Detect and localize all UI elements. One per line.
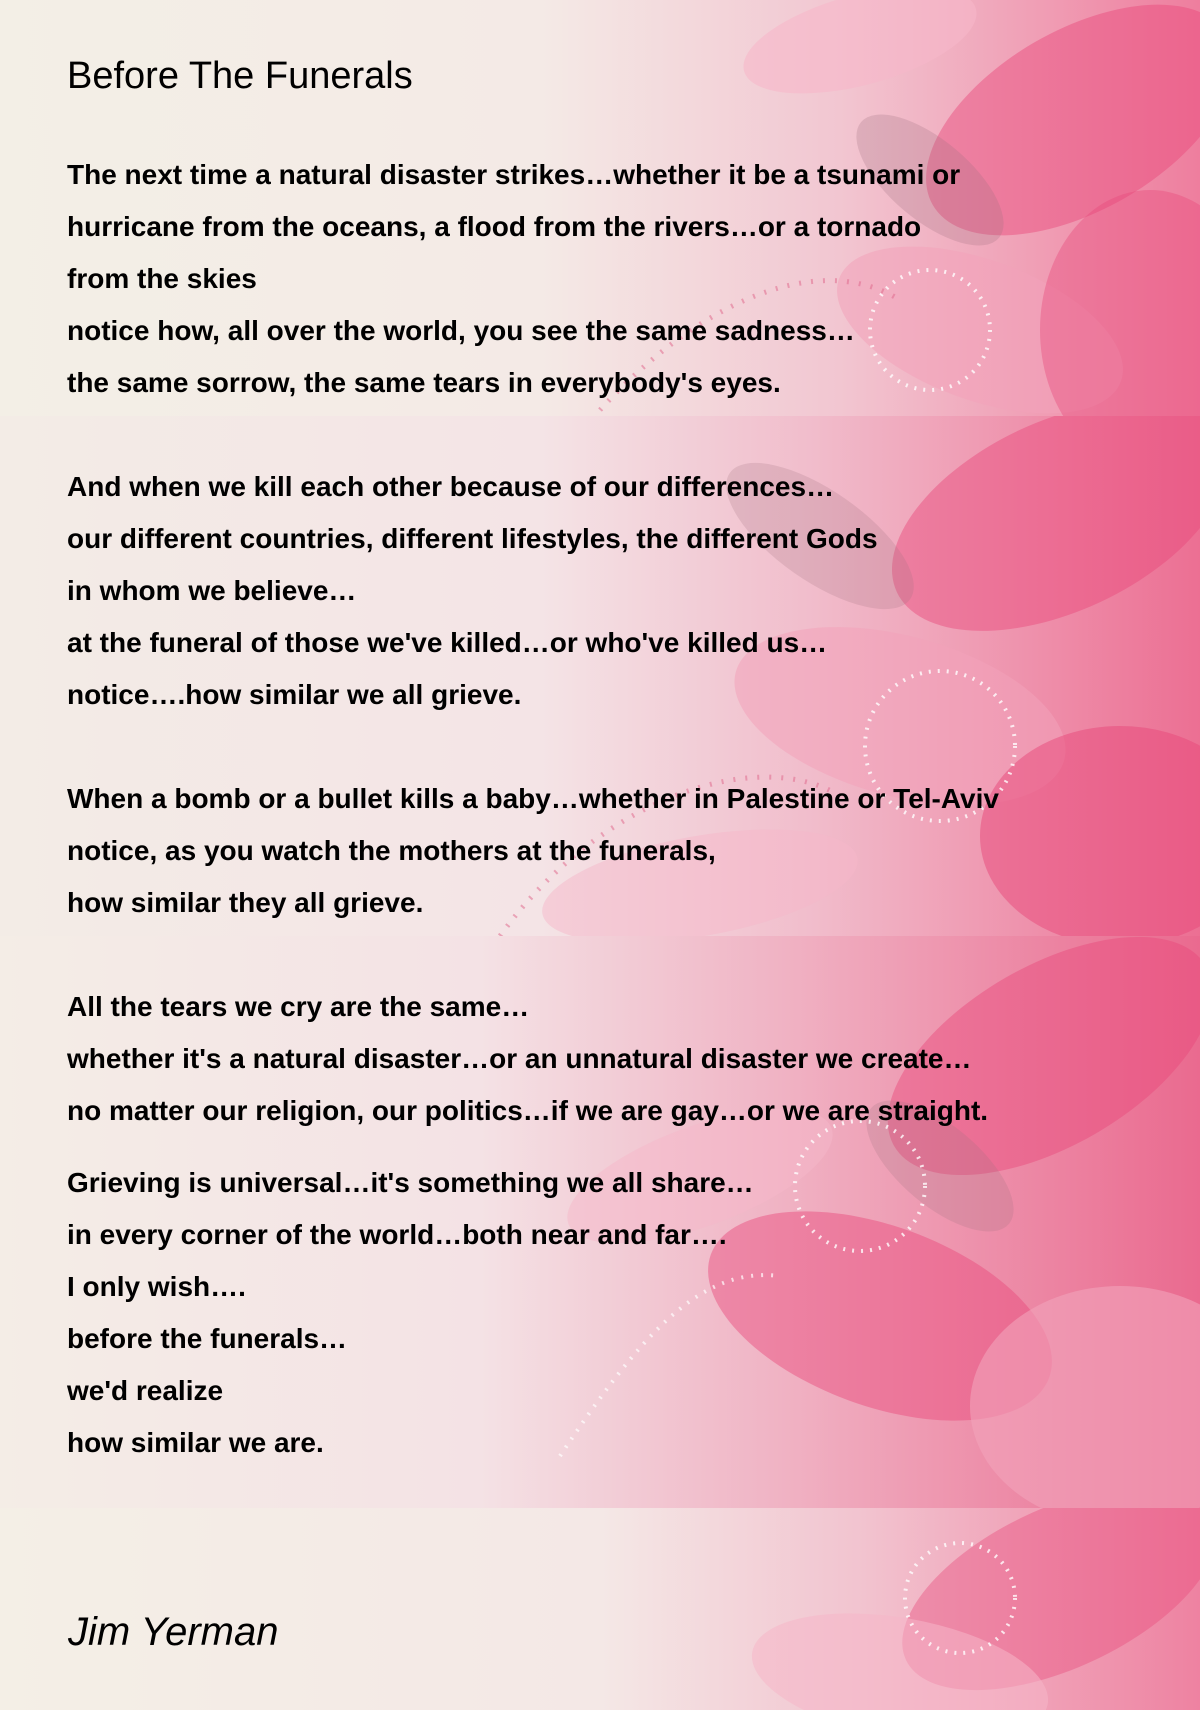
poem-line: how similar they all grieve.	[67, 887, 424, 918]
poem-line: And when we kill each other because of our differences…	[67, 471, 835, 502]
poem-line: whether it's a natural disaster…or an unnatural disaster we create…	[67, 1043, 972, 1074]
stanza-3	[67, 773, 999, 929]
stanza-2	[67, 461, 878, 721]
poem-line: how similar we are.	[67, 1427, 324, 1458]
poem-line: When a bomb or a bullet kills a baby…whether in Palestine or Tel-Aviv	[67, 783, 999, 814]
poem-line: notice, as you watch the mothers at the funerals,	[67, 835, 716, 866]
poem-line: before the funerals…	[67, 1323, 348, 1354]
poem-line: notice how, all over the world, you see the same sadness…	[67, 315, 855, 346]
poem-line: notice….how similar we all grieve.	[67, 679, 522, 710]
poem-line: from the skies	[67, 263, 257, 294]
poem-line: Grieving is universal…it's something we all share…	[67, 1167, 754, 1198]
stanza-1	[67, 149, 960, 409]
stanza-5	[67, 1157, 754, 1469]
poem-line: All the tears we cry are the same…	[67, 991, 530, 1022]
poem-line: no matter our religion, our politics…if we are gay…or we are straight.	[67, 1095, 989, 1126]
poem-line: at the funeral of those we've killed…or who've killed us…	[67, 627, 828, 658]
poem-line: in whom we believe…	[67, 575, 357, 606]
poem-line: the same sorrow, the same tears in everybody's eyes.	[67, 367, 781, 398]
poem-title: Before The Funerals	[67, 55, 413, 97]
poem-line: in every corner of the world…both near and far….	[67, 1219, 727, 1250]
poem-author: Jim Yerman	[68, 1610, 279, 1654]
poem-line: hurricane from the oceans, a flood from the rivers…or a tornado	[67, 211, 922, 242]
stanza-4	[67, 981, 988, 1137]
poem-line: The next time a natural disaster strikes…whether it be a tsunami or	[67, 159, 961, 190]
poem-line: we'd realize	[67, 1375, 224, 1406]
poem-line: our different countries, different lifestyles, the different Gods	[67, 523, 878, 554]
poem-line: I only wish….	[67, 1271, 246, 1302]
